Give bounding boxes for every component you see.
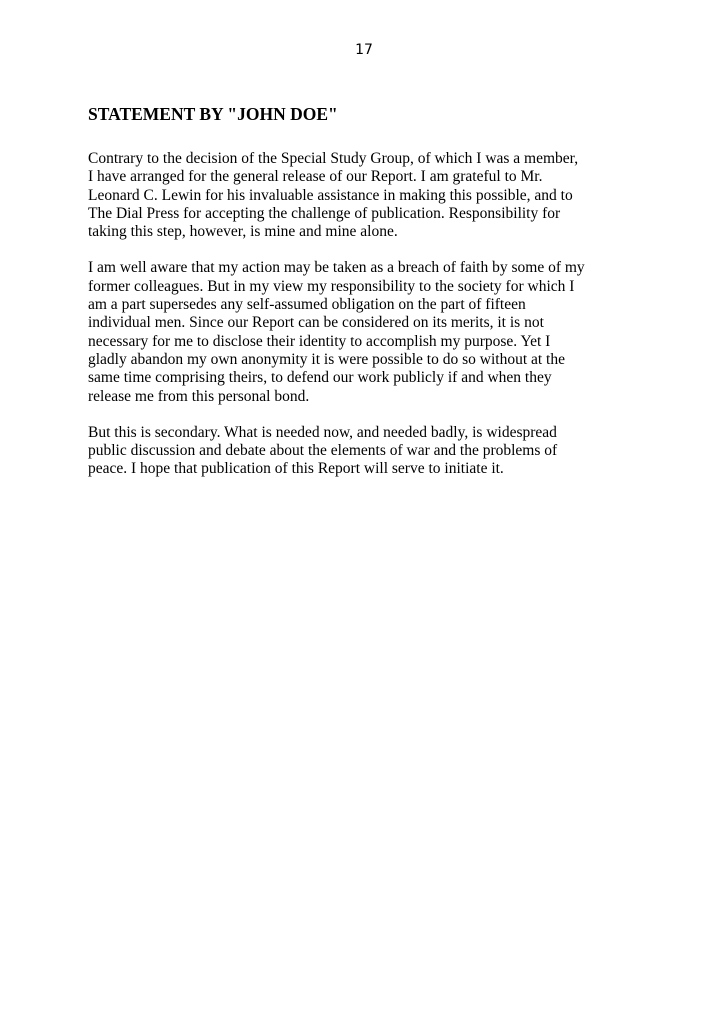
text-line: Contrary to the decision of the Special Study Group, of which I was a member, bbox=[88, 150, 579, 167]
text-line: Leonard C. Lewin for his invaluable assistance in making this possible, and to bbox=[88, 186, 573, 204]
paragraph-2 bbox=[88, 259, 648, 405]
text-line: I have arranged for the general release of our Report. I am grateful to Mr. bbox=[88, 168, 543, 186]
text-line: individual men. Since our Report can be considered on its merits, it is not bbox=[88, 314, 544, 332]
text-line: former colleagues. But in my view my responsibility to the society for which I bbox=[88, 277, 575, 295]
page-number: 17 bbox=[355, 42, 373, 58]
text-line: But this is secondary. What is needed now, and needed badly, is widespread bbox=[88, 423, 557, 441]
statement-heading: STATEMENT BY "JOHN DOE" bbox=[88, 104, 338, 124]
text-line: The Dial Press for accepting the challenge of publication. Responsibility for bbox=[88, 204, 561, 222]
text-line: taking this step, however, is mine and mine alone. bbox=[88, 223, 398, 241]
paragraph-1 bbox=[88, 150, 648, 241]
paragraph-3 bbox=[88, 424, 648, 479]
text-line: public discussion and debate about the elements of war and the problems of bbox=[88, 442, 558, 460]
text-line: gladly abandon my own anonymity it is were possible to do so without at the bbox=[88, 350, 565, 368]
text-line: release me from this personal bond. bbox=[88, 387, 310, 405]
text-line: I am well aware that my action may be taken as a breach of faith by some of my bbox=[88, 259, 585, 277]
text-line: same time comprising theirs, to defend our work publicly if and when they bbox=[88, 369, 552, 387]
text-line: necessary for me to disclose their identity to accomplish my purpose. Yet I bbox=[88, 332, 551, 350]
text-line: am a part supersedes any self-assumed obligation on the part of fifteen bbox=[88, 296, 526, 314]
document-body bbox=[88, 104, 648, 497]
text-line: peace. I hope that publication of this Report will serve to initiate it. bbox=[88, 460, 504, 478]
